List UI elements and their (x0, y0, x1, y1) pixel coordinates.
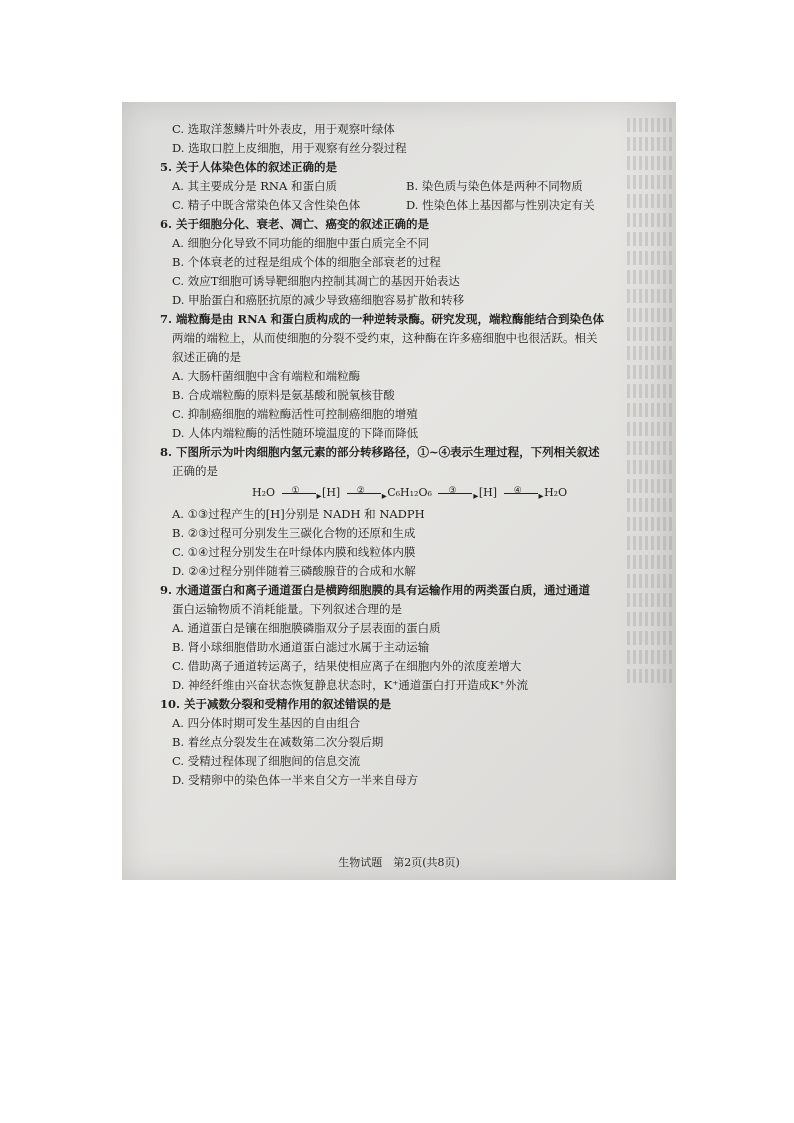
document-photo (122, 102, 676, 880)
q4-option-d: D. 选取口腔上皮细胞，用于观察有丝分裂过程 (172, 141, 407, 155)
q4-option-c: C. 选取洋葱鳞片叶外表皮，用于观察叶绿体 (172, 122, 395, 136)
hydrogen-transfer-pathway (160, 481, 630, 505)
q9-stem-line1: 9. 水通道蛋白和离子通道蛋白是横跨细胞膜的具有运输作用的两类蛋白质，通过通道 (160, 583, 591, 597)
q10-option-c: C. 受精过程体现了细胞间的信息交流 (172, 754, 361, 768)
step-1-label: ① (291, 485, 300, 496)
pathway-water-end: H₂O (544, 486, 568, 499)
arrow-icon (438, 485, 472, 496)
q6-option-c: C. 效应T细胞可诱导靶细胞内控制其凋亡的基因开始表达 (172, 274, 460, 288)
q6-option-b: B. 个体衰老的过程是组成个体的细胞全部衰老的过程 (172, 255, 441, 269)
q7-stem-line3: 叙述正确的是 (172, 350, 241, 364)
q9-option-a: A. 通道蛋白是镶在细胞膜磷脂双分子层表面的蛋白质 (172, 621, 441, 635)
q8-option-c: C. ①④过程分别发生在叶绿体内膜和线粒体内膜 (172, 545, 416, 559)
q8-option-a: A. ①③过程产生的[H]分别是 NADH 和 NADPH (172, 507, 425, 521)
q6-option-a: A. 细胞分化导致不同功能的细胞中蛋白质完全不同 (172, 236, 430, 250)
bleed-through-text (627, 118, 672, 858)
q8-option-b: B. ②③过程可分别发生三碳化合物的还原和生成 (172, 526, 416, 540)
question-text (160, 120, 630, 790)
pathway-glucose: C₆H₁₂O₆ (387, 486, 432, 499)
q10-option-a: A. 四分体时期可发生基因的自由组合 (172, 716, 361, 730)
page-footer: 生物试题 第2页(共8页) (338, 856, 460, 869)
q5-options-cd (160, 196, 630, 215)
q6-option-d: D. 甲胎蛋白和癌胚抗原的减少导致癌细胞容易扩散和转移 (172, 293, 465, 307)
q5-stem: 5. 关于人体染色体的叙述正确的是 (160, 160, 338, 174)
q10-option-b: B. 着丝点分裂发生在减数第二次分裂后期 (172, 735, 384, 749)
q9-option-b: B. 肾小球细胞借助水通道蛋白滤过水属于主动运输 (172, 640, 430, 654)
q10-stem: 10. 关于减数分裂和受精作用的叙述错误的是 (160, 697, 392, 711)
q7-option-a: A. 大肠杆菌细胞中含有端粒和端粒酶 (172, 369, 361, 383)
q9-stem-line2: 蛋白运输物质不消耗能量。下列叙述合理的是 (172, 602, 402, 616)
pathway-water-start: H₂O (252, 486, 276, 499)
q7-option-b: B. 合成端粒酶的原料是氨基酸和脱氧核苷酸 (172, 388, 395, 402)
q8-option-d: D. ②④过程分别伴随着三磷酸腺苷的合成和水解 (172, 564, 416, 578)
step-2-label: ② (356, 485, 365, 496)
q5-options-ab (160, 177, 630, 196)
q6-stem: 6. 关于细胞分化、衰老、凋亡、癌变的叙述正确的是 (160, 217, 430, 231)
q7-option-d: D. 人体内端粒酶的活性随环境温度的下降而降低 (172, 426, 419, 440)
q5-option-c: C. 精子中既含常染色体又含性染色体 (172, 198, 361, 212)
q9-option-c: C. 借助离子通道转运离子，结果使相应离子在细胞内外的浓度差增大 (172, 659, 522, 673)
q9-option-d: D. 神经纤维由兴奋状态恢复静息状态时，K⁺通道蛋白打开造成K⁺外流 (172, 678, 528, 692)
q10-option-d: D. 受精卵中的染色体一半来自父方一半来自母方 (172, 773, 419, 787)
step-4-label: ④ (513, 485, 522, 496)
q5-option-d: D. 性染色体上基因都与性别决定有关 (406, 198, 595, 212)
q8-stem-line1: 8. 下图所示为叶肉细胞内氢元素的部分转移路径，①~④表示生理过程，下列相关叙述 (160, 445, 600, 459)
q8-stem-line2: 正确的是 (172, 464, 218, 478)
step-3-label: ③ (448, 485, 457, 496)
pathway-h-1: [H] (322, 486, 341, 499)
q7-option-c: C. 抑制癌细胞的端粒酶活性可控制癌细胞的增殖 (172, 407, 418, 421)
q5-option-b: B. 染色质与染色体是两种不同物质 (406, 179, 583, 193)
arrow-icon (504, 485, 538, 496)
arrow-icon (282, 485, 316, 496)
pathway-h-2: [H] (478, 486, 498, 499)
arrow-icon (347, 485, 381, 496)
q5-option-a: A. 其主要成分是 RNA 和蛋白质 (172, 179, 337, 193)
q7-stem-line1: 7. 端粒酶是由 RNA 和蛋白质构成的一种逆转录酶。研究发现，端粒酶能结合到染色体 (160, 312, 605, 326)
q7-stem-line2: 两端的端粒上，从而使细胞的分裂不受约束，这种酶在许多癌细胞中也很活跃。相关 (172, 331, 598, 345)
